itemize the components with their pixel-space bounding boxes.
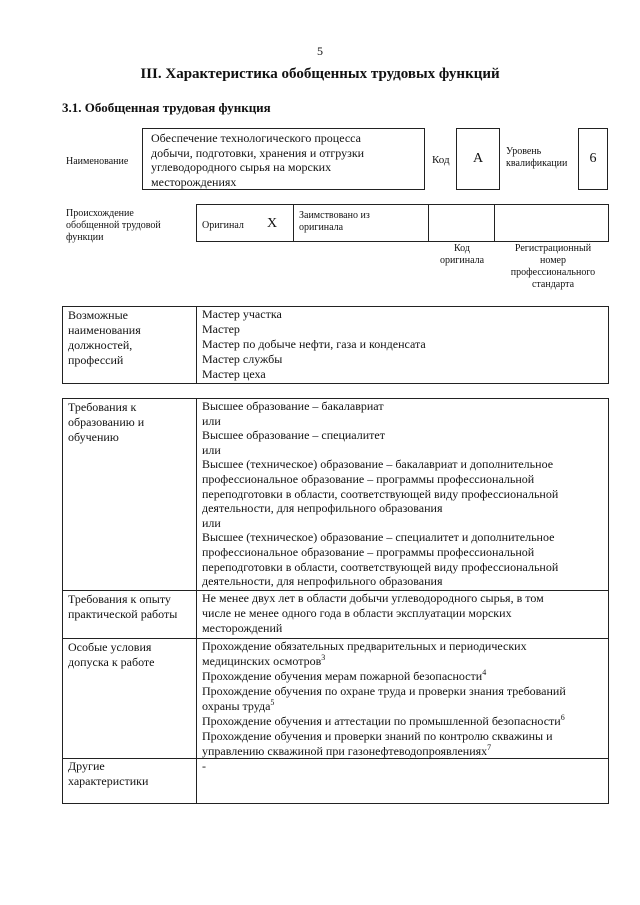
other-value: - (202, 759, 206, 773)
footnote-ref: 5 (270, 698, 275, 707)
education-text: Высшее образование – бакалавриат или Высшее образование – специалитет или Высшее (техническое) образование – бакалавриат и дополнительное профессиональное образование – программы профессиональной переподготовки в области, соответствующей виду профессиональной деятельности, для непрофильного образования или Высшее (техническое) образование – специалитет и дополнительное профессиональное образование – программы профессиональной переподготовки в области, соответствующей виду профессиональной деятельности, для непрофильного образования (202, 399, 559, 589)
reg-number-label: Регистрационный номер профессионального стандарта (510, 243, 596, 290)
footnote-ref: 6 (560, 713, 565, 722)
position-item: Мастер (202, 322, 240, 336)
code-label: Код (432, 154, 450, 166)
name-box (142, 128, 425, 190)
footnote-ref: 3 (321, 653, 326, 662)
position-item: Мастер цеха (202, 367, 266, 381)
subsection-title: 3.1. Обобщенная трудовая функция (62, 100, 271, 115)
code-box (456, 128, 500, 190)
level-label: Уровень квалификации (506, 146, 568, 169)
code-value: А (472, 151, 484, 166)
footnote-ref: 4 (482, 668, 487, 677)
original-label: Оригинал (202, 220, 244, 231)
page-number: 5 (317, 44, 323, 58)
name-value: Обеспечение технологического процесса добычи, подготовки, хранения и отгрузки углеводородного сырья на морских месторождениях (151, 131, 365, 189)
origin-label: Происхождение обобщенной трудовой функции (66, 208, 161, 243)
section-title: III. Характеристика обобщенных трудовых функций (140, 66, 500, 82)
level-box (578, 128, 608, 190)
footnote-ref: 7 (487, 743, 492, 752)
positions-label: Возможные наименования должностей, профессий (68, 308, 141, 367)
original-mark: X (267, 216, 278, 231)
origin-box (196, 204, 609, 242)
experience-label: Требования к опыту практической работы (68, 592, 178, 621)
experience-text: Не менее двух лет в области добычи углеводородного сырья, в том числе не менее одного года в области эксплуатации морских месторождений (202, 591, 544, 635)
education-label: Требования к образованию и обучению (68, 400, 145, 444)
level-value: 6 (589, 151, 597, 166)
other-label: Другие характеристики (68, 759, 149, 788)
position-item: Мастер службы (202, 352, 283, 366)
special-label: Особые условия допуска к работе (68, 640, 155, 669)
position-item: Мастер по добыче нефти, газа и конденсата (202, 337, 426, 351)
name-label: Наименование (66, 156, 129, 167)
original-code-label: Код оригинала (439, 243, 485, 266)
special-text: Прохождение обязательных предварительных и периодических медицинских осмотров$^3$ Прохождение обучения мерам пожарной безопасности$^4$ Прохождение обучения по охране труда и проверки знания требований охраны труда$^5$ Прохождение обучения и аттестации по промышленной безопасности$^6$ Прохождение обучения и проверки знаний по контролю скважины и управлению скважиной при газонефтеводопроявлениях$^7$ (202, 639, 566, 758)
positions-list (202, 307, 426, 382)
borrowed-label: Заимствовано из оригинала (299, 210, 370, 233)
position-item: Мастер участка (202, 307, 282, 321)
